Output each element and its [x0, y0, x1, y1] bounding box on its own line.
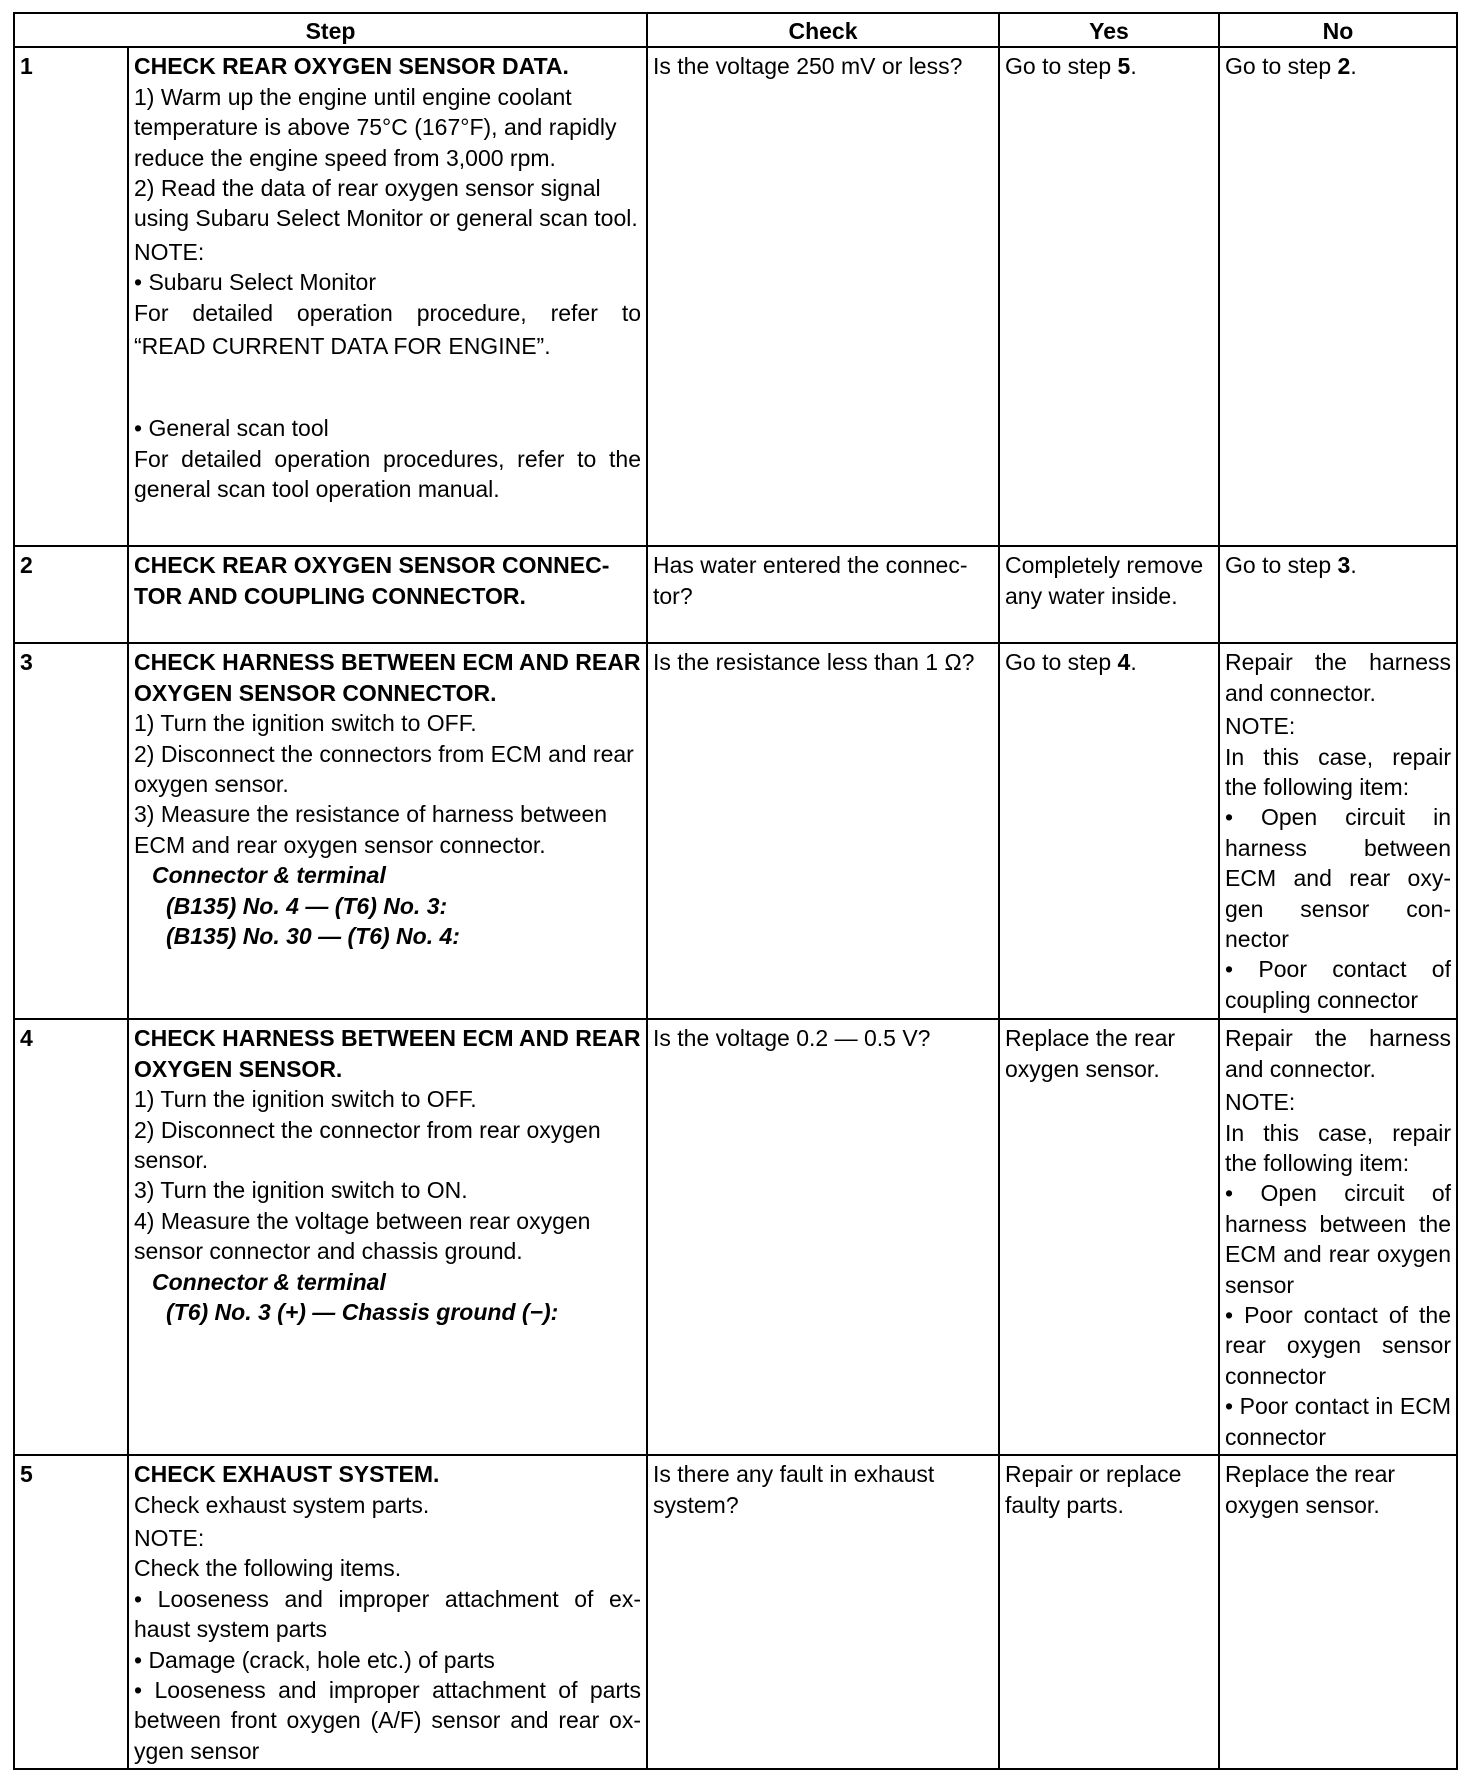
- yes-cell: Go to step 4.: [999, 643, 1219, 1019]
- step-instruction: Check exhaust system parts.: [134, 1491, 430, 1518]
- step-instruction: 2) Disconnect the connectors from ECM and rear oxygen sensor.: [134, 740, 634, 798]
- yes-step-ref: 4: [1117, 649, 1131, 676]
- step-instruction: 1) Turn the ignition switch to OFF.: [134, 1086, 477, 1113]
- header-no: No: [1219, 13, 1457, 47]
- no-cell: Go to step 2.: [1219, 47, 1457, 546]
- no-main: Repair the harness and connector.: [1225, 649, 1451, 706]
- note-line: In this case, repair the following item:: [1225, 1119, 1451, 1177]
- note-line: • Poor contact of coupling connector: [1225, 956, 1451, 1013]
- no-main: Repair the harness and connector.: [1225, 1025, 1451, 1082]
- step-title: CHECK HARNESS BETWEEN ECM AND REAR OXYGEN SENSOR CONNECTOR.: [134, 649, 641, 706]
- note-line: • Subaru Select Monitor: [134, 269, 377, 296]
- step-title: CHECK REAR OXYGEN SENSOR DATA.: [134, 53, 569, 80]
- step-title: CHECK HARNESS BETWEEN ECM AND REAR OXYGEN SENSOR.: [134, 1025, 641, 1082]
- check-cell: Is the voltage 250 mV or less?: [647, 47, 999, 546]
- step-description: [128, 546, 647, 643]
- no-step-ref: 2: [1337, 53, 1351, 80]
- table-row-step-5: [14, 1455, 1457, 1769]
- check-cell: Is the resistance less than 1 Ω?: [647, 643, 999, 1019]
- note-line: • Open circuit of harness between the ECM and rear oxygen sensor: [1225, 1180, 1451, 1298]
- no-cell: [1219, 643, 1457, 1019]
- yes-text: Go to step: [1005, 649, 1118, 676]
- connector-terminal: (B135) No. 30 — (T6) No. 4:: [166, 923, 460, 950]
- table-row-step-3: [14, 643, 1457, 1019]
- note-label: NOTE:: [134, 1524, 205, 1551]
- step-number: 1: [14, 47, 128, 546]
- yes-cell: Go to step 5.: [999, 47, 1219, 546]
- step-description: [128, 1455, 647, 1769]
- step-number: 3: [14, 643, 128, 1019]
- step-number: 2: [14, 546, 128, 643]
- note-line: • Poor contact in ECM connector: [1225, 1393, 1451, 1450]
- note-label: NOTE:: [1225, 1089, 1296, 1116]
- header-step: Step: [14, 13, 647, 47]
- step-description: [128, 47, 647, 546]
- note-line: Check the following items.: [134, 1555, 402, 1582]
- connector-label: Connector & terminal: [152, 1268, 386, 1295]
- connector-label: Connector & terminal: [152, 862, 386, 889]
- connector-terminal: (B135) No. 4 — (T6) No. 3:: [166, 892, 448, 919]
- table-row-step-1: [14, 47, 1457, 546]
- header-yes: Yes: [999, 13, 1219, 47]
- connector-terminal: (T6) No. 3 (+) — Chassis ground (−):: [166, 1299, 559, 1326]
- no-cell: Replace the rear oxygen sensor.: [1219, 1455, 1457, 1769]
- diagnostic-table: [13, 12, 1458, 1770]
- note-label: NOTE:: [1225, 713, 1296, 740]
- table-row-step-4: [14, 1019, 1457, 1455]
- step-instruction: 1) Turn the ignition switch to OFF.: [134, 710, 477, 737]
- check-cell: Is there any fault in exhaust system?: [647, 1455, 999, 1769]
- yes-text: Go to step: [1005, 53, 1118, 80]
- diagnostic-procedure-page: [13, 12, 1456, 1770]
- check-cell: Has water entered the connec-tor?: [647, 546, 999, 643]
- step-instruction: 3) Turn the ignition switch to ON.: [134, 1177, 468, 1204]
- yes-step-ref: 5: [1117, 53, 1131, 80]
- note-line: • Looseness and improper attachment of parts between front oxygen (A/F) sensor and rear ox-ygen sensor: [134, 1676, 641, 1764]
- step-description: [128, 1019, 647, 1455]
- note-line: “READ CURRENT DATA FOR ENGINE”.: [134, 333, 551, 360]
- step-title: CHECK EXHAUST SYSTEM.: [134, 1461, 440, 1488]
- step-instruction: 2) Read the data of rear oxygen sensor signal using Subaru Select Monitor or general scan tool.: [134, 175, 638, 232]
- step-number: 5: [14, 1455, 128, 1769]
- no-text: Go to step: [1225, 552, 1338, 579]
- check-cell: Is the voltage 0.2 — 0.5 V?: [647, 1019, 999, 1455]
- no-cell: [1219, 1019, 1457, 1455]
- no-step-ref: 3: [1337, 552, 1351, 579]
- yes-cell: Repair or replace faulty parts.: [999, 1455, 1219, 1769]
- yes-cell: Replace the rear oxygen sensor.: [999, 1019, 1219, 1455]
- step-instruction: 4) Measure the voltage between rear oxygen sensor connector and chassis ground.: [134, 1207, 591, 1265]
- no-cell: Go to step 3.: [1219, 546, 1457, 643]
- note-line: • Poor contact of the rear oxygen sensor connector: [1225, 1302, 1451, 1389]
- note-line: • Damage (crack, hole etc.) of parts: [134, 1646, 495, 1673]
- note-line: In this case, repair the following item:: [1225, 743, 1451, 801]
- step-instruction: 1) Warm up the engine until engine coolant temperature is above 75°C (167°F), and rapidly reduce the engine speed from 3,000 rpm.: [134, 83, 617, 171]
- note-line: • General scan tool: [134, 415, 329, 442]
- header-check: Check: [647, 13, 999, 47]
- note-line: For detailed operation procedures, refer to the general scan tool operation manual.: [134, 445, 641, 503]
- step-instruction: 3) Measure the resistance of harness between ECM and rear oxygen sensor connector.: [134, 801, 608, 858]
- step-number: 4: [14, 1019, 128, 1455]
- table-row-step-2: [14, 546, 1457, 643]
- step-instruction: 2) Disconnect the connector from rear oxygen sensor.: [134, 1116, 601, 1174]
- note-line: • Looseness and improper attachment of ex-haust system parts: [134, 1585, 641, 1643]
- yes-cell: Completely remove any water inside.: [999, 546, 1219, 643]
- note-spacer: [134, 361, 641, 413]
- note-label: NOTE:: [134, 238, 205, 265]
- step-title: CHECK REAR OXYGEN SENSOR CONNEC-TOR AND COUPLING CONNECTOR.: [134, 552, 610, 609]
- note-line: For detailed operation procedure, refer to: [134, 299, 641, 326]
- table-header-row: [14, 13, 1457, 47]
- step-description: [128, 643, 647, 1019]
- no-text: Go to step: [1225, 53, 1338, 80]
- note-line: • Open circuit in harness between ECM and rear oxy-gen sensor con-nector: [1225, 804, 1451, 953]
